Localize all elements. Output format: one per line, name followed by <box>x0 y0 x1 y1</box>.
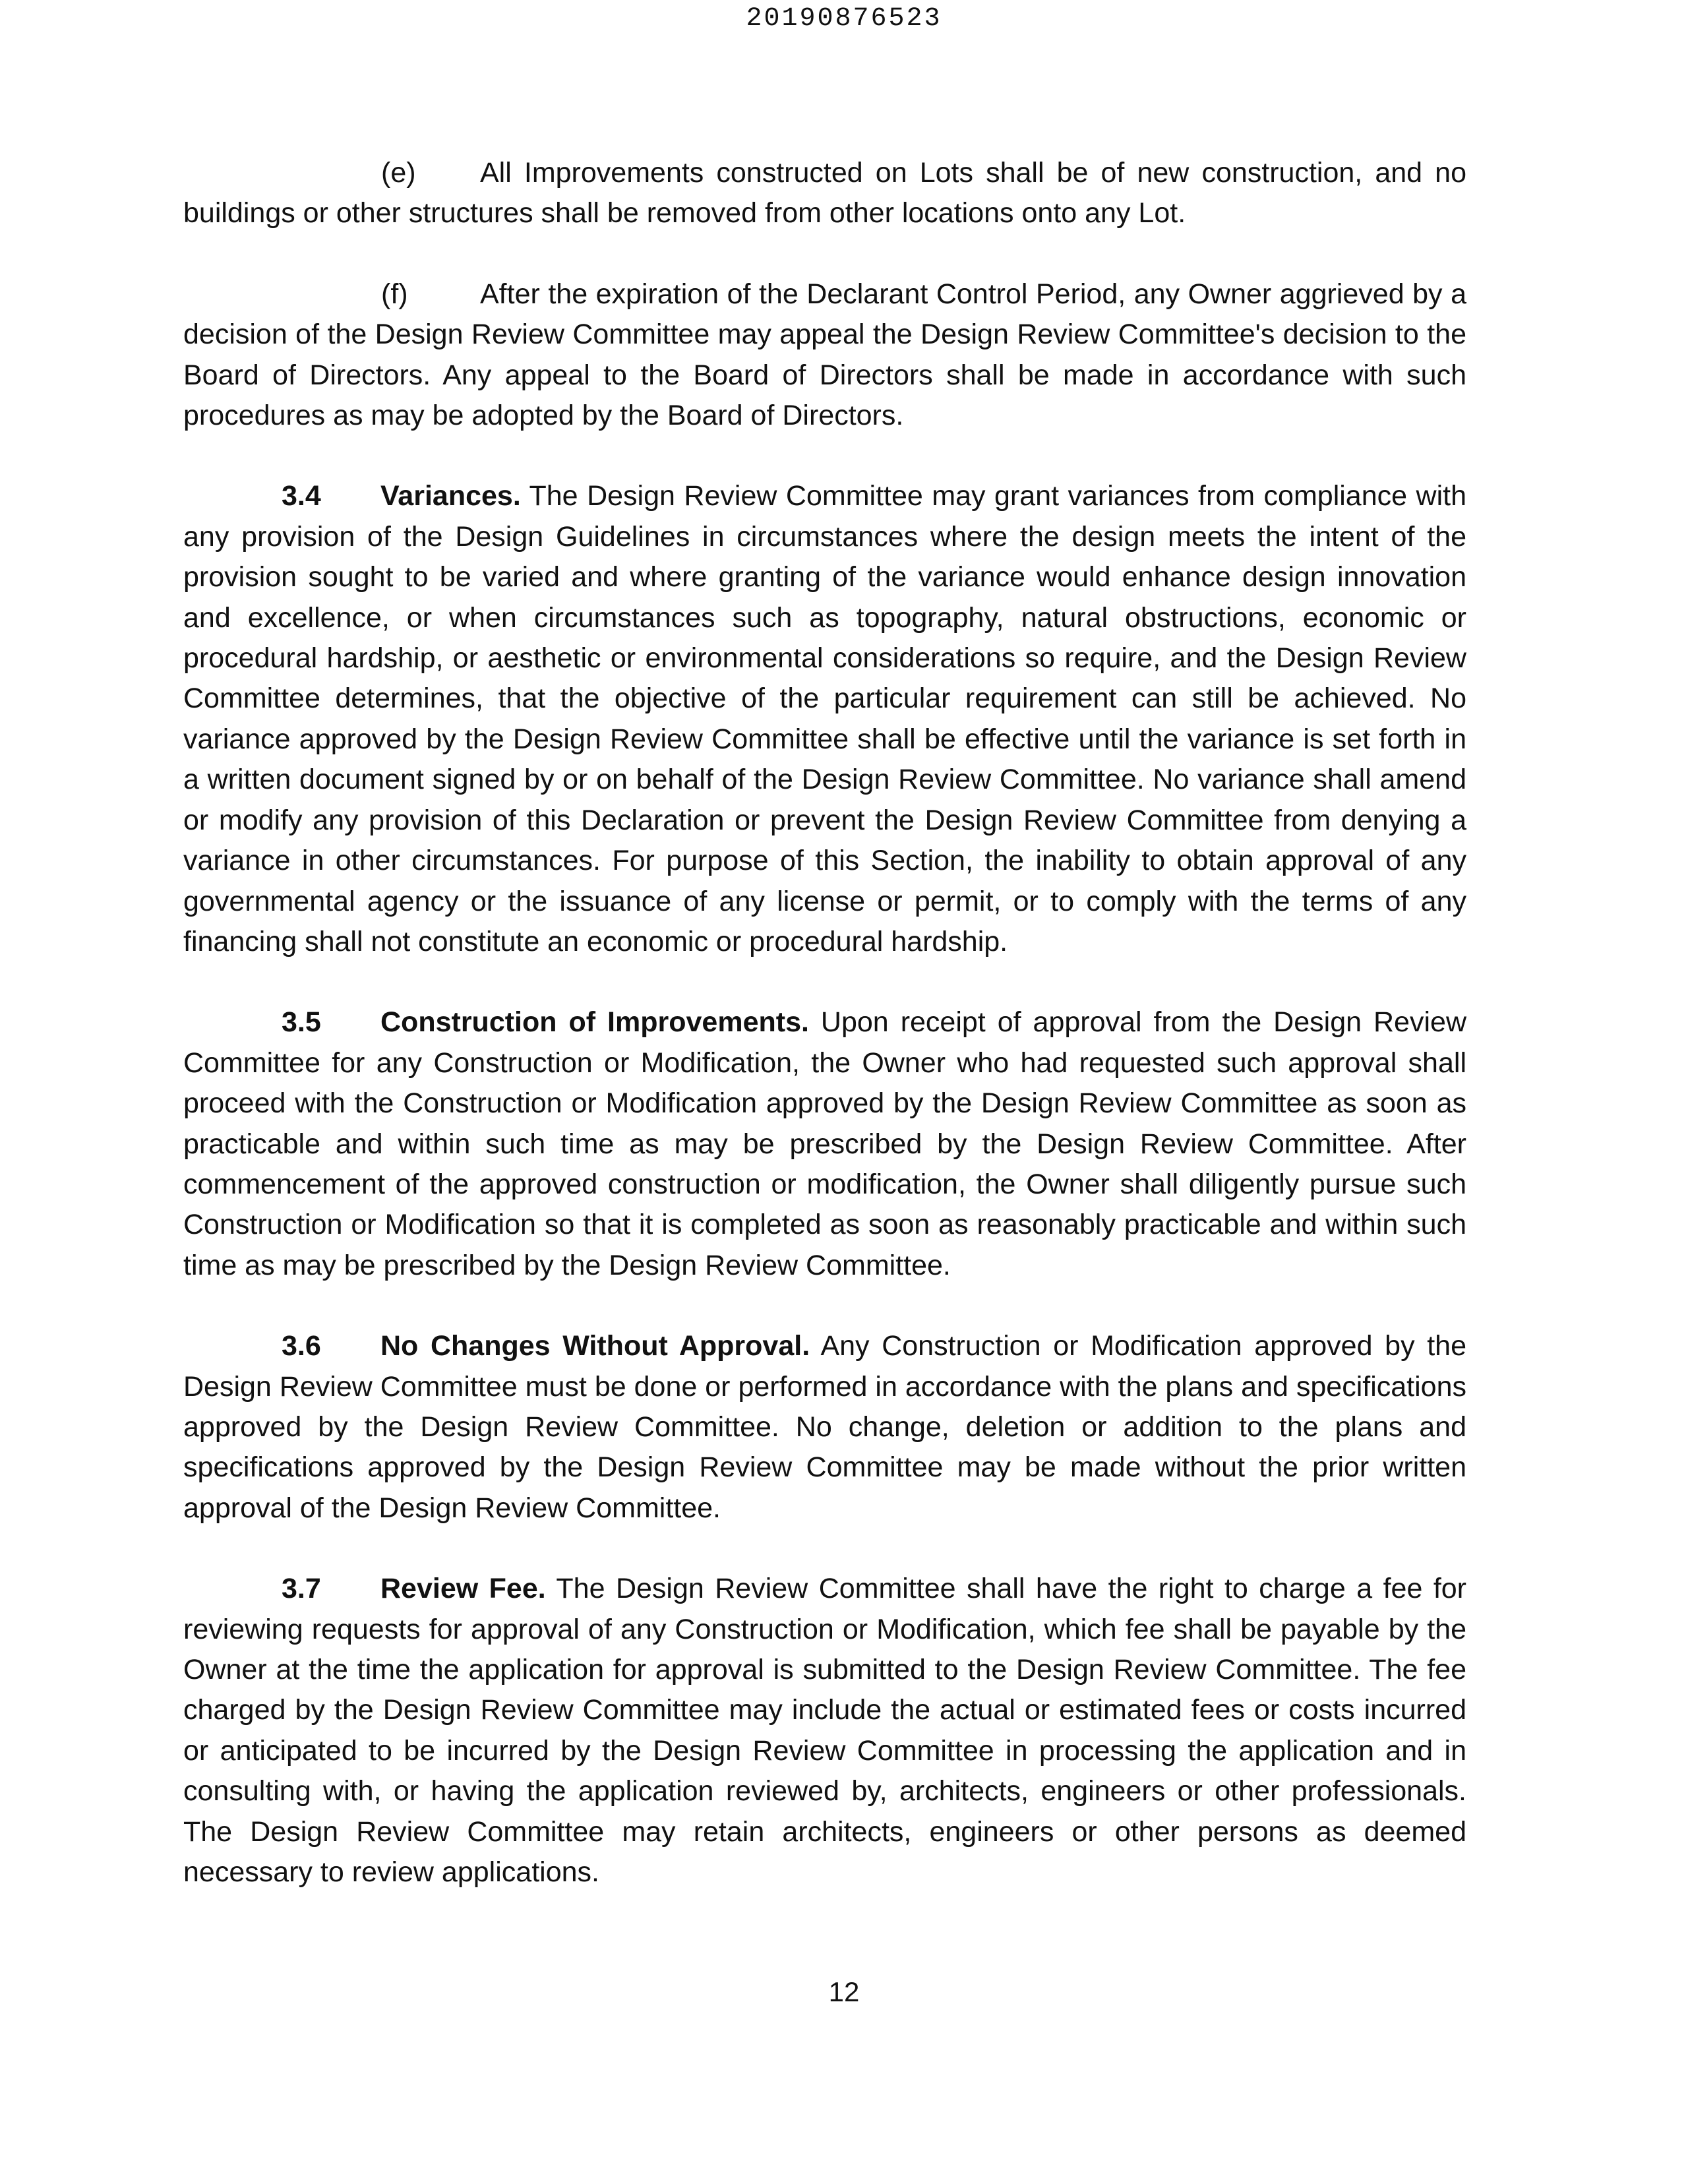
page-number: 12 <box>828 1976 860 2007</box>
section-text: The Design Review Committee shall have the right to charge a fee for reviewing requests for approval of any Construction or Modification, which fee shall be payable by the Owner at the time the application for approval is submitted to the Design Review Committee. The fee charged by the Design Review Committee may include the actual or estimated fees or costs incurred or anticipated to be incurred by the Design Review Committee in processing the application and in consulting with, or having the application reviewed by, architects, engineers or other professionals. The Design Review Committee may retain architects, engineers or other persons as deemed necessary to review applications. <box>183 1573 1467 1889</box>
paragraph-label: (e) <box>381 157 416 189</box>
section-number: 3.5 <box>282 1006 321 1039</box>
paragraph-text: After the expiration of the Declarant Control Period, any Owner aggrieved by a decision of the Design Review Committee may appeal the Design Review Committee's decision to the Board of Directors. Any appeal to the Board of Directors shall be made in accordance with such procedures as may be adopted by the Board of Directors. <box>183 278 1466 432</box>
section-text: The Design Review Committee may grant variances from compliance with any provision of the Design Guidelines in circumstances where the design meets the intent of the provision sought to be varied and where granting of the variance would enhance design innovation and excellence, or when circumstances such as topography, natural obstructions, economic or procedural hardship, or aesthetic or environmental considerations so require, and the Design Review Committee determines, that the objective of the particular requirement can still be achieved. No variance approved by the Design Review Committee shall be effective until the variance is set forth in a written document signed by or on behalf of the Design Review Committee. No variance shall amend or modify any provision of this Declaration or prevent the Design Review Committee from denying a variance in other circumstances. For purpose of this Section, the inability to obtain approval of any governmental agency or the issuance of any license or permit, or to comply with the terms of any financing shall not constitute an economic or procedural hardship. <box>183 480 1466 957</box>
document-body <box>183 153 1466 1933</box>
section-title: Variances. <box>380 480 521 512</box>
section-number: 3.4 <box>282 480 321 512</box>
section-title: Construction of Improvements. <box>380 1006 809 1039</box>
paragraph-e <box>183 153 1466 234</box>
section-3-5 <box>183 1002 1466 1286</box>
paragraph-text: All Improvements constructed on Lots shall be of new construction, and no buildings or other structures shall be removed from other locations onto any Lot. <box>183 157 1466 229</box>
paragraph-f <box>183 274 1466 437</box>
section-3-7 <box>183 1569 1466 1893</box>
paragraph-label: (f) <box>381 278 408 310</box>
section-title: Review Fee. <box>380 1573 546 1605</box>
section-3-4 <box>183 476 1466 962</box>
document-number: 20190876523 <box>746 4 942 34</box>
section-number: 3.6 <box>282 1330 321 1362</box>
section-title: No Changes Without Approval. <box>380 1330 810 1362</box>
section-text: Any Construction or Modification approved by the Design Review Committee must be done or performed in accordance with the plans and specifications approved by the Design Review Committee. No change, deletion or addition to the plans and specifications approved by the Design Review Committee may be made without the prior written approval of the Design Review Committee. <box>183 1330 1466 1524</box>
section-text: Upon receipt of approval from the Design Review Committee for any Construction or Modification, the Owner who had requested such approval shall proceed with the Construction or Modification approved by the Design Review Committee as soon as practicable and within such time as may be prescribed by the Design Review Committee. After commencement of the approved construction or modification, the Owner shall diligently pursue such Construction or Modification so that it is completed as soon as reasonably practicable and within such time as may be prescribed by the Design Review Committee. <box>183 1006 1466 1281</box>
section-number: 3.7 <box>282 1573 321 1605</box>
section-3-6 <box>183 1326 1466 1529</box>
